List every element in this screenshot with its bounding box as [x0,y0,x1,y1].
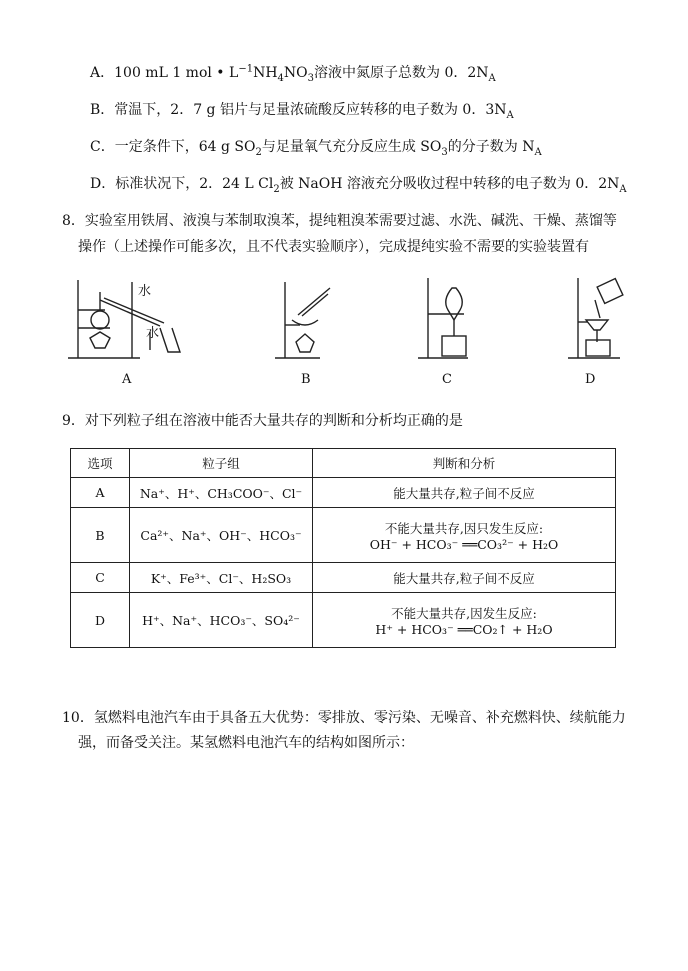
table-row [71,593,616,648]
header-option: 选项 [71,449,130,478]
apparatus-label-a: A [122,372,132,387]
water-label-top: 水 [138,284,152,299]
row-analysis: 不能大量共存,因只发生反应: OH⁻ + HCO₃⁻ ══CO₃²⁻ + H₂O [313,508,616,563]
header-analysis: 判断和分析 [313,449,616,478]
apparatus-a-distillation [68,280,180,358]
row-option: C [71,563,130,593]
row-option: B [71,508,130,563]
table-row [71,508,616,563]
q9-table-header [71,449,616,478]
q8-stem-line1: 8．实验室用铁屑、液溴与苯制取溴苯，提纯粗溴苯需要过滤、水洗、碱洗、干燥、蒸馏等 [62,213,617,229]
apparatus-label-b: B [301,372,311,387]
q10-stem-line1: 10．氢燃料电池汽车由于具备五大优势：零排放、零污染、无噪音、补充燃料快、续航能力 [62,710,626,726]
row-ions: H⁺、Na⁺、HCO₃⁻、SO₄²⁻ [130,593,313,648]
row-option: D [71,593,130,648]
row-ions: K⁺、Fe³⁺、Cl⁻、H₂SO₃ [130,563,313,593]
q9-stem: 9．对下列粒子组在溶液中能否大量共存的判断和分析均正确的是 [62,413,463,429]
q10-stem-line2: 强，而备受关注。某氢燃料电池汽车的结构如图所示： [78,735,414,751]
q7-option-a: A．100 mL 1 mol • $L^{-1}NH_4NO_3$溶液中氮原子总数为 0．$2N_A$ [90,63,496,84]
q8-apparatus-figure [60,270,640,390]
q7-option-b: B．常温下，2．7 g 铝片与足量浓硫酸反应转移的电子数为 0．$3N_A$ [90,102,514,121]
row-analysis: 不能大量共存,因发生反应: H⁺ + HCO₃⁻ ══CO₂↑ + H₂O [313,593,616,648]
row-option: A [71,478,130,508]
q7-option-d: D．标准状况下，2．24 L $Cl_2$被 NaOH 溶液充分吸收过程中转移的电子数为 0．$2N_A$ [90,176,627,195]
water-label-bottom: 水 [146,326,160,341]
apparatus-b-evaporation [275,282,330,358]
q9-table [70,448,616,648]
q8-stem-line2: 操作（上述操作可能多次，且不代表实验顺序），完成提纯实验不需要的实验装置有 [78,239,589,255]
row-ions: Ca²⁺、Na⁺、OH⁻、HCO₃⁻ [130,508,313,563]
apparatus-label-d: D [585,372,596,387]
apparatus-label-c: C [442,372,452,387]
table-row [71,478,616,508]
header-ions: 粒子组 [130,449,313,478]
row-analysis: 能大量共存,粒子间不反应 [313,478,616,508]
apparatus-d-filtration [568,278,623,358]
apparatus-c-separatory-funnel [418,278,468,358]
row-ions: Na⁺、H⁺、CH₃COO⁻、Cl⁻ [130,478,313,508]
row-analysis: 能大量共存,粒子间不反应 [313,563,616,593]
table-row [71,563,616,593]
q7-option-c: C．一定条件下，64 g $SO_2$与足量氧气充分反应生成 $SO_3$的分子数为 $N_A$ [90,139,542,158]
